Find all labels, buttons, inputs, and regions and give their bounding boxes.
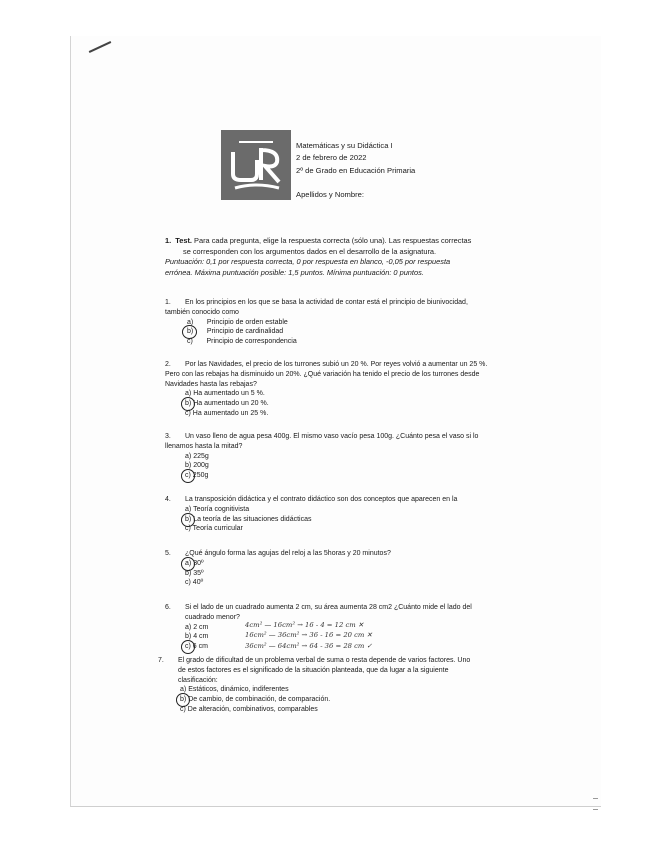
question-text: La transposición didáctica y el contrato didáctico son dos conceptos que aparecen en la [185, 496, 458, 503]
question-number: 7. [158, 657, 164, 664]
option-text: Principio de correspondencia [206, 338, 297, 346]
name-label: Apellidos y Nombre: [296, 190, 364, 200]
question-2 [165, 360, 525, 419]
option-text: Principio de cardinalidad [206, 328, 284, 336]
option-text: 250g [192, 472, 209, 480]
option-text: 35º [193, 569, 204, 577]
question-number: 4. [165, 496, 171, 503]
option-c[interactable] [165, 524, 515, 534]
option-b[interactable] [165, 327, 515, 337]
option-letter: b) [180, 696, 187, 704]
option-letter: b) [187, 328, 194, 336]
option-letter: c) [185, 409, 191, 417]
question-text: también conocido como [165, 308, 239, 316]
question-text: El grado de dificultad de un problema verbal de suma o resta depende de varios factores. Uno [178, 657, 471, 664]
section-title: Test. [175, 236, 192, 245]
question-text: cuadrado menor? [185, 613, 240, 621]
question-number: 1. [165, 299, 171, 306]
question-7 [158, 656, 518, 715]
option-a[interactable] [158, 685, 518, 695]
question-number: 6. [165, 604, 171, 611]
option-a[interactable] [165, 389, 525, 399]
scoring-line: errónea. Máxima puntuación posible: 1,5 puntos. Mínima puntuación: 0 puntos. [165, 267, 424, 277]
question-text: Por las Navidades, el precio de los turrones subió un 20 %. Por reyes volvió a aumentar un 25 %. [185, 361, 488, 368]
question-text: ¿Qué ángulo forma las agujas del reloj a las 5horas y 20 minutos? [185, 550, 391, 557]
question-text: Un vaso lleno de agua pesa 400g. El mismo vaso vacío pesa 100g. ¿Cuánto pesa el vaso si lo [185, 433, 479, 440]
degree-name: 2º de Grado en Educación Primaria [296, 165, 416, 175]
option-text: 6 cm [192, 643, 208, 651]
question-5 [165, 549, 515, 588]
option-text: La teoría de las situaciones didácticas [193, 515, 312, 523]
option-letter: a) [187, 318, 194, 326]
option-text: Teoría cognitivista [193, 505, 250, 513]
instruction-line: se corresponden con los argumentos dados en el desarrollo de la asignatura. [183, 246, 437, 256]
option-c[interactable] [165, 337, 515, 347]
instruction-line: Para cada pregunta, elige la respuesta correcta (sólo una). Las respuestas correctas [194, 236, 472, 245]
handwritten-work: 36cm² — 64cm² → 64 - 36 = 28 cm ✓ [245, 642, 373, 650]
option-letter: c) [180, 705, 186, 713]
option-text: 4 cm [193, 633, 209, 641]
option-letter: b) [185, 515, 192, 523]
option-text: Teoría curricular [192, 525, 243, 533]
option-b[interactable] [165, 399, 525, 409]
option-a[interactable] [165, 559, 515, 569]
option-a[interactable] [165, 318, 515, 328]
question-number: 3. [165, 433, 171, 440]
option-b[interactable] [158, 695, 518, 705]
option-letter: a) [185, 505, 192, 513]
question-3 [165, 432, 515, 481]
question-text: Pero con las rebajas ha disminuido un 20%. ¿Qué variación ha tenido el precio de los turrones desde [165, 370, 480, 378]
option-text: Principio de orden estable [206, 318, 288, 326]
option-letter: a) [185, 452, 192, 460]
question-4 [165, 495, 515, 534]
option-letter: c) [185, 643, 191, 651]
option-letter: b) [185, 633, 192, 641]
section-number: 1. [165, 236, 172, 245]
question-number: 5. [165, 550, 171, 557]
option-b[interactable] [165, 461, 515, 471]
test-instructions [165, 236, 515, 278]
option-c[interactable] [165, 409, 525, 419]
option-text: Ha aumentado un 20 %. [193, 400, 269, 408]
option-c[interactable] [158, 705, 518, 715]
option-text: 30º [193, 559, 204, 567]
option-letter: c) [185, 472, 191, 480]
option-letter: b) [185, 462, 192, 470]
question-text: Si el lado de un cuadrado aumenta 2 cm, su área aumenta 28 cm2 ¿Cuánto mide el lado del [185, 604, 472, 611]
option-text: De alteración, combinativos, comparables [187, 705, 318, 713]
scan-corner-mark [593, 798, 598, 810]
question-text: clasificación: [178, 676, 218, 684]
option-text: De cambio, de combinación, de comparación. [188, 696, 331, 704]
exam-date: 2 de febrero de 2022 [296, 153, 367, 163]
option-text: 200g [193, 462, 209, 470]
handwritten-work: 16cm² — 36cm² → 36 - 16 = 20 cm ✕ [245, 631, 373, 639]
option-c[interactable] [165, 471, 515, 481]
course-title: Matemáticas y su Didáctica I [296, 141, 393, 150]
option-letter: a) [185, 390, 192, 398]
option-text: 225g [193, 452, 209, 460]
option-a[interactable] [165, 452, 515, 462]
option-text: Ha aumentado un 25 %. [192, 409, 269, 417]
option-b[interactable] [165, 569, 515, 579]
university-logo [221, 130, 291, 200]
option-letter: a) [185, 559, 192, 567]
option-letter: a) [180, 686, 187, 694]
option-text: Ha aumentado un 5 %. [193, 390, 265, 398]
handwritten-work: 4cm² — 16cm² → 16 - 4 = 12 cm ✕ [245, 621, 364, 629]
option-letter: b) [185, 569, 192, 577]
question-text: Navidades hasta las rebajas? [165, 380, 257, 388]
question-number: 2. [165, 361, 171, 368]
option-text: 2 cm [193, 623, 209, 631]
question-text: de estos factores es el significado de la situación planteada, que da lugar a la siguiente [178, 666, 449, 674]
exam-header [296, 140, 415, 202]
logo-icon [221, 130, 291, 200]
question-text: llenamos hasta la mitad? [165, 442, 243, 450]
scoring-line: Puntuación: 0,1 por respuesta correcta, 0 por respuesta en blanco, -0,05 por respuesta [165, 257, 451, 267]
option-c[interactable] [165, 578, 515, 588]
option-text: 40º [192, 579, 204, 587]
option-letter: c) [185, 579, 191, 587]
option-text: Estáticos, dinámico, indiferentes [188, 686, 289, 694]
question-1 [165, 298, 515, 347]
option-a[interactable] [165, 505, 515, 515]
option-letter: c) [185, 525, 191, 533]
option-letter: a) [185, 623, 192, 631]
option-b[interactable] [165, 515, 515, 525]
question-text: En los principios en los que se basa la actividad de contar está el principio de biunivocidad, [185, 299, 468, 306]
option-letter: b) [185, 400, 192, 408]
option-letter: c) [187, 338, 193, 346]
